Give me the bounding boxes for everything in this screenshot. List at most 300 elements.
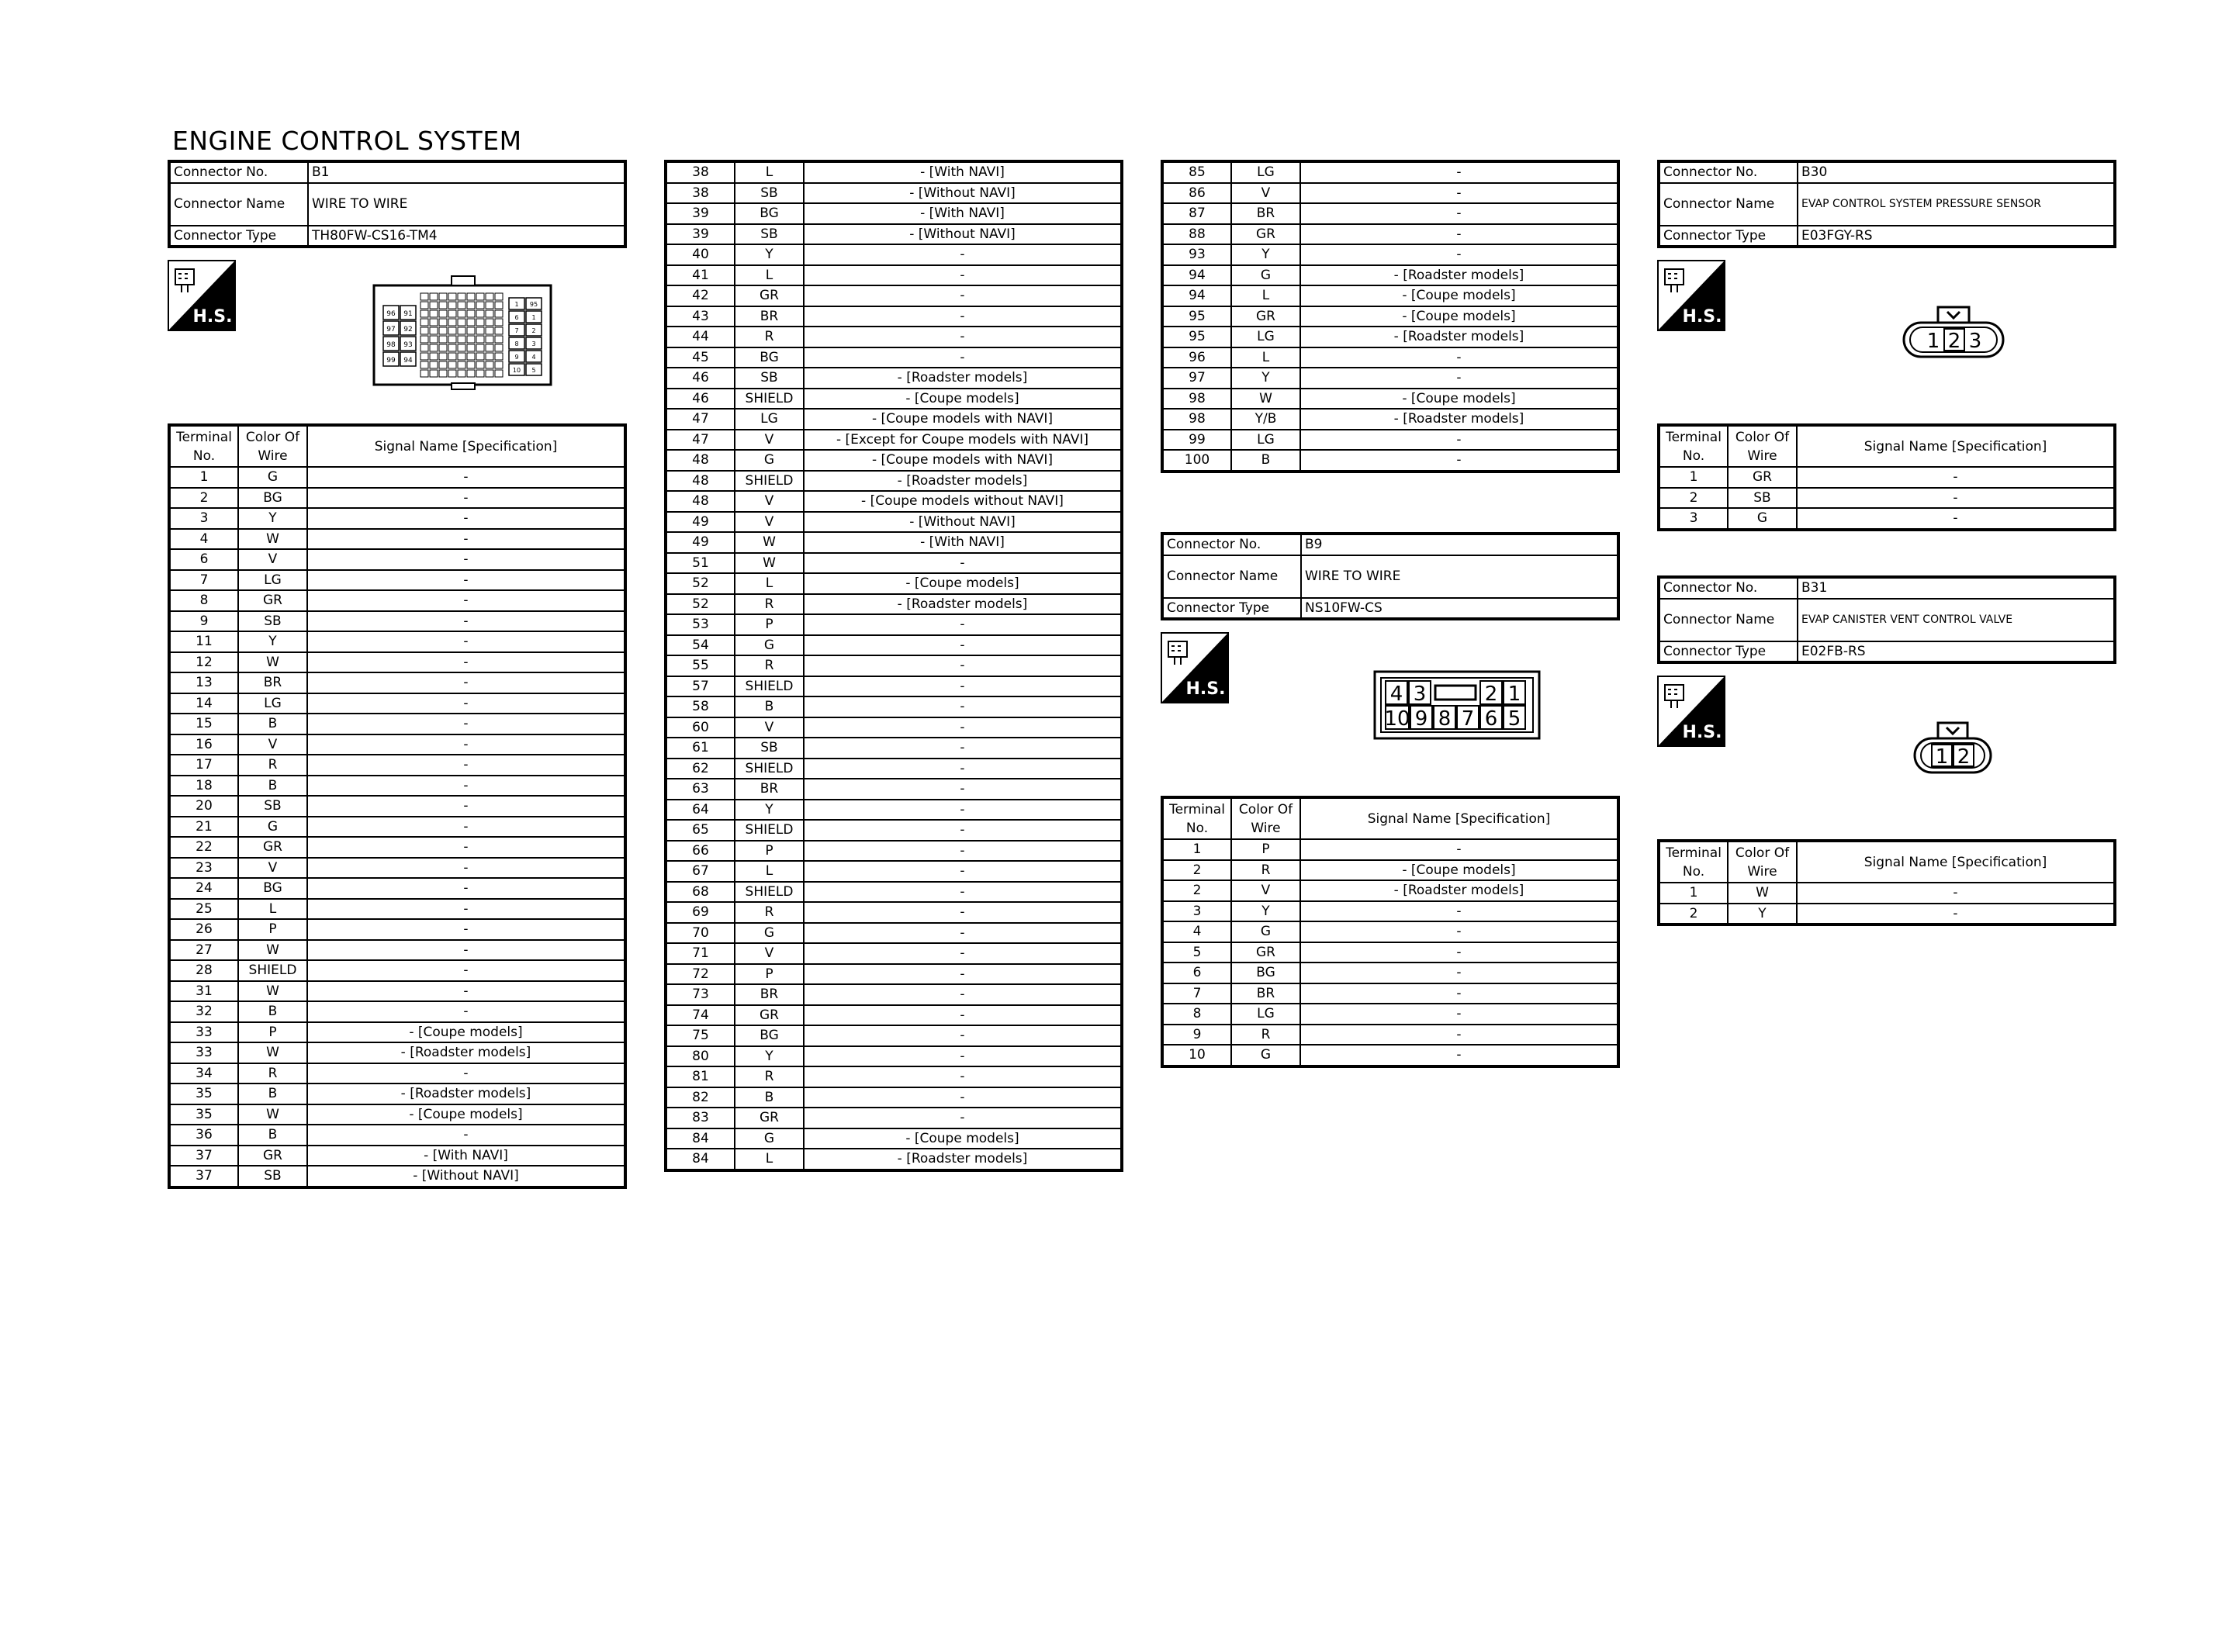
wire-color-cell: P: [238, 1022, 307, 1043]
signal-name-cell: -: [1797, 508, 2115, 530]
terminal-no-cell: 16: [169, 734, 238, 755]
wire-color-cell: BR: [1231, 203, 1300, 224]
wire-color-cell: R: [1231, 1025, 1300, 1045]
wire-color-cell: W: [1231, 389, 1300, 410]
terminal-no-cell: 48: [666, 471, 735, 492]
wire-color-cell: B: [735, 1087, 804, 1108]
terminal-no-cell: 24: [169, 878, 238, 899]
connector-name-value: EVAP CONTROL SYSTEM PRESSURE SENSOR: [1798, 183, 2115, 226]
wire-color-cell: BG: [238, 488, 307, 509]
wire-color-cell: GR: [1231, 306, 1300, 327]
terminal-no-cell: 42: [666, 285, 735, 306]
wire-color-cell: Y: [735, 1046, 804, 1067]
table-row: [666, 1128, 1122, 1149]
signal-name-cell: -: [804, 964, 1122, 985]
table-row: [666, 1005, 1122, 1026]
signal-name-cell: -: [307, 714, 625, 734]
connector-name-label: Connector Name: [1162, 555, 1301, 598]
table-row: [1162, 203, 1618, 224]
table-row: [666, 841, 1122, 862]
wire-color-cell: GR: [1728, 467, 1797, 488]
signal-name-cell: -: [307, 529, 625, 550]
page-title: ENGINE CONTROL SYSTEM: [172, 126, 522, 156]
signal-name-header: Signal Name [Specification]: [1300, 797, 1618, 839]
wire-color-cell: GR: [238, 837, 307, 858]
table-row: [169, 488, 625, 509]
table-row: [666, 224, 1122, 245]
table-row: [666, 1149, 1122, 1170]
terminal-no-cell: 86: [1162, 183, 1231, 204]
terminal-no-cell: 3: [1659, 508, 1728, 530]
wire-color-cell: SB: [238, 796, 307, 817]
signal-name-cell: -: [1300, 983, 1618, 1004]
terminal-no-cell: 3: [1162, 901, 1231, 922]
table-row: [169, 837, 625, 858]
terminal-no-header: Terminal No.: [1162, 797, 1231, 839]
table-row: [1162, 224, 1618, 245]
signal-name-cell: - [With NAVI]: [804, 532, 1122, 553]
connector-type-value: E03FGY-RS: [1798, 226, 2115, 247]
wire-color-cell: Y: [1231, 901, 1300, 922]
b1-pin-label: 4: [531, 354, 536, 361]
terminal-no-cell: 37: [169, 1166, 238, 1187]
terminal-no-cell: 39: [666, 203, 735, 224]
terminal-no-cell: 49: [666, 512, 735, 533]
table-row: [666, 471, 1122, 492]
wire-color-cell: L: [238, 899, 307, 920]
signal-name-cell: -: [1300, 183, 1618, 204]
b30-connector-face: [1899, 304, 2008, 365]
connector-no-value: B31: [1798, 577, 2115, 599]
table-row: [169, 652, 625, 673]
table-row: [666, 1046, 1122, 1067]
wire-color-cell: G: [735, 923, 804, 944]
terminal-no-cell: 96: [1162, 347, 1231, 368]
terminal-no-cell: 39: [666, 224, 735, 245]
table-row: [666, 244, 1122, 265]
terminal-no-cell: 8: [1162, 1004, 1231, 1025]
terminal-no-cell: 64: [666, 800, 735, 821]
b9-connector-face: [1373, 670, 1541, 743]
wire-color-cell: W: [735, 532, 804, 553]
signal-name-cell: -: [307, 755, 625, 776]
signal-name-cell: -: [1300, 1025, 1618, 1045]
terminal-no-cell: 40: [666, 244, 735, 265]
terminal-no-cell: 81: [666, 1066, 735, 1087]
terminal-no-cell: 93: [1162, 244, 1231, 265]
wire-color-cell: BG: [735, 347, 804, 368]
wire-color-cell: SHIELD: [735, 676, 804, 697]
table-row: [666, 553, 1122, 574]
wire-color-cell: L: [735, 161, 804, 183]
signal-name-cell: - [Coupe models]: [307, 1104, 625, 1125]
table-row: [666, 450, 1122, 471]
wire-color-cell: R: [735, 327, 804, 347]
table-row: [169, 755, 625, 776]
connector-name-label: Connector Name: [169, 183, 308, 226]
wire-color-cell: SB: [238, 1166, 307, 1187]
wire-color-cell: L: [735, 573, 804, 594]
b1-pin-label: 1: [531, 314, 536, 321]
table-row: [1162, 839, 1618, 860]
wire-color-cell: G: [1231, 265, 1300, 286]
signal-name-cell: -: [1300, 244, 1618, 265]
table-row: [666, 491, 1122, 512]
b9-connector-info: [1161, 532, 1620, 620]
signal-name-cell: -: [1300, 963, 1618, 983]
terminal-no-header: Terminal No.: [1659, 841, 1728, 883]
b1-pin-label: 96: [386, 310, 396, 318]
wire-color-cell: GR: [238, 1146, 307, 1166]
table-row: [666, 1066, 1122, 1087]
b9-pin-label: 5: [1507, 707, 1521, 731]
b1-pin-label: 3: [531, 340, 536, 347]
b9-pin-label: 4: [1389, 683, 1403, 706]
b1-pin-label: 9: [514, 354, 519, 361]
terminal-no-cell: 11: [169, 631, 238, 652]
wire-color-cell: LG: [1231, 161, 1300, 183]
table-row: [1162, 368, 1618, 389]
terminal-no-cell: 47: [666, 409, 735, 430]
table-row: [666, 327, 1122, 347]
wire-color-cell: LG: [1231, 327, 1300, 347]
table-row: [666, 1108, 1122, 1128]
terminal-no-cell: 37: [169, 1146, 238, 1166]
terminal-no-cell: 26: [169, 919, 238, 940]
table-row: [169, 611, 625, 632]
terminal-no-cell: 94: [1162, 265, 1231, 286]
connector-no-value: B9: [1301, 534, 1618, 555]
wire-color-cell: LG: [238, 570, 307, 591]
signal-name-cell: -: [804, 1005, 1122, 1026]
signal-name-cell: -: [804, 1025, 1122, 1046]
table-row: [1162, 244, 1618, 265]
connector-type-label: Connector Type: [1162, 598, 1301, 620]
wire-color-header: Color Of Wire: [238, 425, 307, 467]
signal-name-cell: -: [1300, 368, 1618, 389]
wire-color-cell: G: [1231, 921, 1300, 942]
terminal-no-cell: 43: [666, 306, 735, 327]
table-row: [666, 738, 1122, 759]
terminal-no-cell: 48: [666, 450, 735, 471]
b31-info-block: [1657, 575, 2116, 664]
terminal-no-cell: 38: [666, 183, 735, 204]
signal-name-cell: -: [307, 858, 625, 879]
signal-name-cell: - [Roadster models]: [804, 1149, 1122, 1170]
b1-pin-label: 7: [514, 327, 519, 334]
signal-name-cell: -: [1300, 942, 1618, 963]
terminal-no-cell: 33: [169, 1022, 238, 1043]
table-row: [666, 594, 1122, 615]
terminal-no-cell: 38: [666, 161, 735, 183]
signal-name-cell: -: [804, 943, 1122, 964]
b30-pin-label: 1: [1926, 330, 1940, 353]
terminal-no-cell: 35: [169, 1083, 238, 1104]
table-row: [1162, 347, 1618, 368]
b9-pin-label: 7: [1461, 707, 1475, 731]
terminal-no-cell: 45: [666, 347, 735, 368]
table-row: [666, 430, 1122, 451]
signal-name-cell: -: [804, 902, 1122, 923]
table-row: [169, 549, 625, 570]
signal-name-cell: - [Roadster models]: [804, 471, 1122, 492]
terminal-no-cell: 49: [666, 532, 735, 553]
terminal-no-cell: 68: [666, 882, 735, 903]
wire-color-cell: P: [735, 841, 804, 862]
table-row: [666, 306, 1122, 327]
connector-type-label: Connector Type: [1659, 641, 1798, 663]
table-row: [1162, 983, 1618, 1004]
wire-color-cell: Y: [735, 244, 804, 265]
wire-color-cell: B: [238, 776, 307, 797]
signal-name-cell: -: [307, 878, 625, 899]
wire-color-cell: Y: [1231, 244, 1300, 265]
signal-name-cell: -: [1300, 161, 1618, 183]
wire-color-cell: SB: [238, 611, 307, 632]
terminal-no-cell: 3: [169, 508, 238, 529]
terminal-no-cell: 63: [666, 779, 735, 800]
signal-name-cell: -: [804, 327, 1122, 347]
terminal-no-cell: 10: [1162, 1045, 1231, 1066]
signal-name-cell: - [Roadster models]: [307, 1083, 625, 1104]
table-row: [169, 467, 625, 488]
terminal-no-cell: 8: [169, 590, 238, 611]
terminal-no-cell: 44: [666, 327, 735, 347]
signal-name-cell: - [With NAVI]: [307, 1146, 625, 1166]
terminal-no-cell: 36: [169, 1125, 238, 1146]
wire-color-cell: B: [238, 714, 307, 734]
table-row: [666, 203, 1122, 224]
signal-name-cell: -: [307, 919, 625, 940]
signal-name-cell: -: [1300, 901, 1618, 922]
terminal-no-cell: 54: [666, 635, 735, 656]
table-row: [1162, 161, 1618, 183]
table-row: [169, 1104, 625, 1125]
wire-color-cell: W: [735, 553, 804, 574]
terminal-no-cell: 84: [666, 1128, 735, 1149]
b1-pin-label: 1: [514, 301, 519, 308]
signal-name-cell: - [Coupe models]: [307, 1022, 625, 1043]
signal-name-cell: - [Coupe models]: [1300, 306, 1618, 327]
table-row: [666, 1087, 1122, 1108]
b1-pin-label: 92: [403, 326, 413, 334]
table-row: [169, 590, 625, 611]
signal-name-cell: - [Coupe models with NAVI]: [804, 450, 1122, 471]
signal-name-cell: -: [804, 655, 1122, 676]
signal-name-header: Signal Name [Specification]: [1797, 841, 2115, 883]
table-row: [1162, 389, 1618, 410]
signal-name-cell: -: [307, 488, 625, 509]
wire-color-cell: SHIELD: [735, 820, 804, 841]
table-row: [1162, 450, 1618, 472]
signal-name-cell: - [With NAVI]: [804, 203, 1122, 224]
wire-color-cell: B: [1231, 450, 1300, 472]
signal-name-cell: -: [1797, 883, 2115, 904]
signal-name-cell: -: [804, 779, 1122, 800]
wire-color-cell: SB: [735, 224, 804, 245]
wire-color-cell: W: [1728, 883, 1797, 904]
terminal-no-cell: 55: [666, 655, 735, 676]
hs-harness-side-icon: [1161, 632, 1229, 707]
wire-color-cell: V: [735, 717, 804, 738]
b1-pin-label: 6: [514, 314, 519, 321]
connector-type-label: Connector Type: [169, 226, 308, 247]
wire-color-cell: BR: [735, 306, 804, 327]
b9-pin-label: 9: [1414, 707, 1428, 731]
terminal-no-cell: 65: [666, 820, 735, 841]
wire-color-cell: W: [238, 652, 307, 673]
connector-no-label: Connector No.: [169, 161, 308, 183]
terminal-no-cell: 83: [666, 1108, 735, 1128]
signal-name-cell: -: [1300, 839, 1618, 860]
terminal-no-cell: 5: [1162, 942, 1231, 963]
signal-name-cell: -: [1797, 488, 2115, 509]
wire-color-cell: SHIELD: [238, 960, 307, 981]
terminal-no-cell: 46: [666, 389, 735, 410]
signal-name-cell: - [Roadster models]: [804, 594, 1122, 615]
wire-color-cell: GR: [238, 590, 307, 611]
terminal-no-cell: 2: [169, 488, 238, 509]
b1-pin-label: 99: [386, 357, 396, 365]
b9-pin-label: 3: [1413, 683, 1427, 706]
connector-name-label: Connector Name: [1659, 599, 1798, 641]
signal-name-cell: -: [307, 693, 625, 714]
connector-type-label: Connector Type: [1659, 226, 1798, 247]
signal-name-cell: -: [1300, 203, 1618, 224]
connector-name-label: Connector Name: [1659, 183, 1798, 226]
wire-color-cell: BG: [735, 203, 804, 224]
table-row: [666, 368, 1122, 389]
table-row: [169, 1042, 625, 1063]
wire-color-header: Color Of Wire: [1231, 797, 1300, 839]
wire-color-cell: SB: [735, 738, 804, 759]
terminal-no-cell: 58: [666, 696, 735, 717]
signal-name-cell: - [Without NAVI]: [804, 224, 1122, 245]
terminal-no-cell: 73: [666, 984, 735, 1005]
wire-color-cell: L: [1231, 347, 1300, 368]
wire-color-cell: SB: [735, 183, 804, 204]
wire-color-cell: V: [238, 858, 307, 879]
signal-name-cell: - [Without NAVI]: [307, 1166, 625, 1187]
wire-color-cell: BR: [1231, 983, 1300, 1004]
b1-terminal-table-2: [664, 160, 1123, 1172]
signal-name-cell: -: [1300, 430, 1618, 451]
b9-pin-label: 10: [1384, 707, 1410, 731]
wire-color-cell: LG: [1231, 430, 1300, 451]
wire-color-cell: R: [735, 1066, 804, 1087]
terminal-no-cell: 22: [169, 837, 238, 858]
table-row: [169, 940, 625, 961]
table-row: [169, 631, 625, 652]
table-row: [666, 676, 1122, 697]
table-row: [666, 759, 1122, 779]
wire-color-cell: V: [735, 512, 804, 533]
signal-name-cell: -: [804, 1087, 1122, 1108]
wire-color-cell: B: [238, 1125, 307, 1146]
terminal-no-header: Terminal No.: [1659, 425, 1728, 467]
table-row: [169, 858, 625, 879]
wire-color-cell: GR: [735, 1005, 804, 1026]
terminal-no-cell: 48: [666, 491, 735, 512]
terminal-no-cell: 2: [1162, 880, 1231, 901]
wire-color-cell: BR: [735, 984, 804, 1005]
table-row: [666, 800, 1122, 821]
table-row: [169, 960, 625, 981]
b1-pin-label: 94: [403, 357, 413, 365]
wire-color-cell: Y/B: [1231, 409, 1300, 430]
table-row: [1659, 904, 2115, 925]
signal-name-cell: -: [307, 570, 625, 591]
wire-color-cell: V: [735, 943, 804, 964]
wire-color-cell: V: [1231, 880, 1300, 901]
wire-color-cell: GR: [735, 1108, 804, 1128]
table-row: [666, 285, 1122, 306]
terminal-no-cell: 1: [169, 467, 238, 488]
wire-color-cell: R: [238, 755, 307, 776]
table-row: [169, 1063, 625, 1084]
signal-name-cell: -: [307, 590, 625, 611]
wire-color-cell: BR: [735, 779, 804, 800]
signal-name-cell: -: [1797, 904, 2115, 925]
wire-color-cell: W: [238, 1104, 307, 1125]
terminal-no-cell: 1: [1659, 883, 1728, 904]
terminal-no-cell: 6: [169, 549, 238, 570]
terminal-no-cell: 95: [1162, 327, 1231, 347]
b1-connector-info: [168, 160, 627, 248]
wire-color-cell: G: [238, 467, 307, 488]
signal-name-cell: -: [804, 759, 1122, 779]
signal-name-cell: -: [804, 285, 1122, 306]
hs-harness-side-icon: [168, 260, 236, 334]
wire-color-cell: G: [1728, 508, 1797, 530]
wire-color-cell: L: [1231, 285, 1300, 306]
b30-pin-label: 3: [1968, 330, 1982, 353]
terminal-no-cell: 1: [1659, 467, 1728, 488]
signal-name-cell: -: [307, 1001, 625, 1022]
signal-name-cell: -: [1300, 1045, 1618, 1066]
wire-color-cell: V: [238, 734, 307, 755]
table-row: [666, 161, 1122, 183]
table-row: [666, 655, 1122, 676]
connector-no-label: Connector No.: [1659, 577, 1798, 599]
terminal-no-cell: 32: [169, 1001, 238, 1022]
table-row: [1162, 409, 1618, 430]
signal-name-cell: -: [804, 347, 1122, 368]
signal-name-cell: -: [307, 467, 625, 488]
signal-name-cell: -: [307, 940, 625, 961]
terminal-no-cell: 31: [169, 981, 238, 1002]
b1-connector-face: [371, 275, 554, 394]
b1-pin-label: 98: [386, 341, 396, 349]
b9-pin-label: 6: [1484, 707, 1498, 731]
table-row: [169, 899, 625, 920]
terminal-no-cell: 82: [666, 1087, 735, 1108]
wire-color-cell: SHIELD: [735, 389, 804, 410]
table-row: [1162, 327, 1618, 347]
b1-pin-label: 95: [529, 301, 538, 308]
table-row: [666, 984, 1122, 1005]
table-row: [169, 714, 625, 734]
table-row: [666, 573, 1122, 594]
terminal-no-cell: 80: [666, 1046, 735, 1067]
wire-color-cell: Y: [735, 800, 804, 821]
wire-color-cell: BG: [238, 878, 307, 899]
signal-name-cell: -: [804, 738, 1122, 759]
table-row: [169, 1083, 625, 1104]
table-row: [1162, 1025, 1618, 1045]
terminal-no-cell: 70: [666, 923, 735, 944]
b1-pin-label: 10: [512, 367, 521, 374]
